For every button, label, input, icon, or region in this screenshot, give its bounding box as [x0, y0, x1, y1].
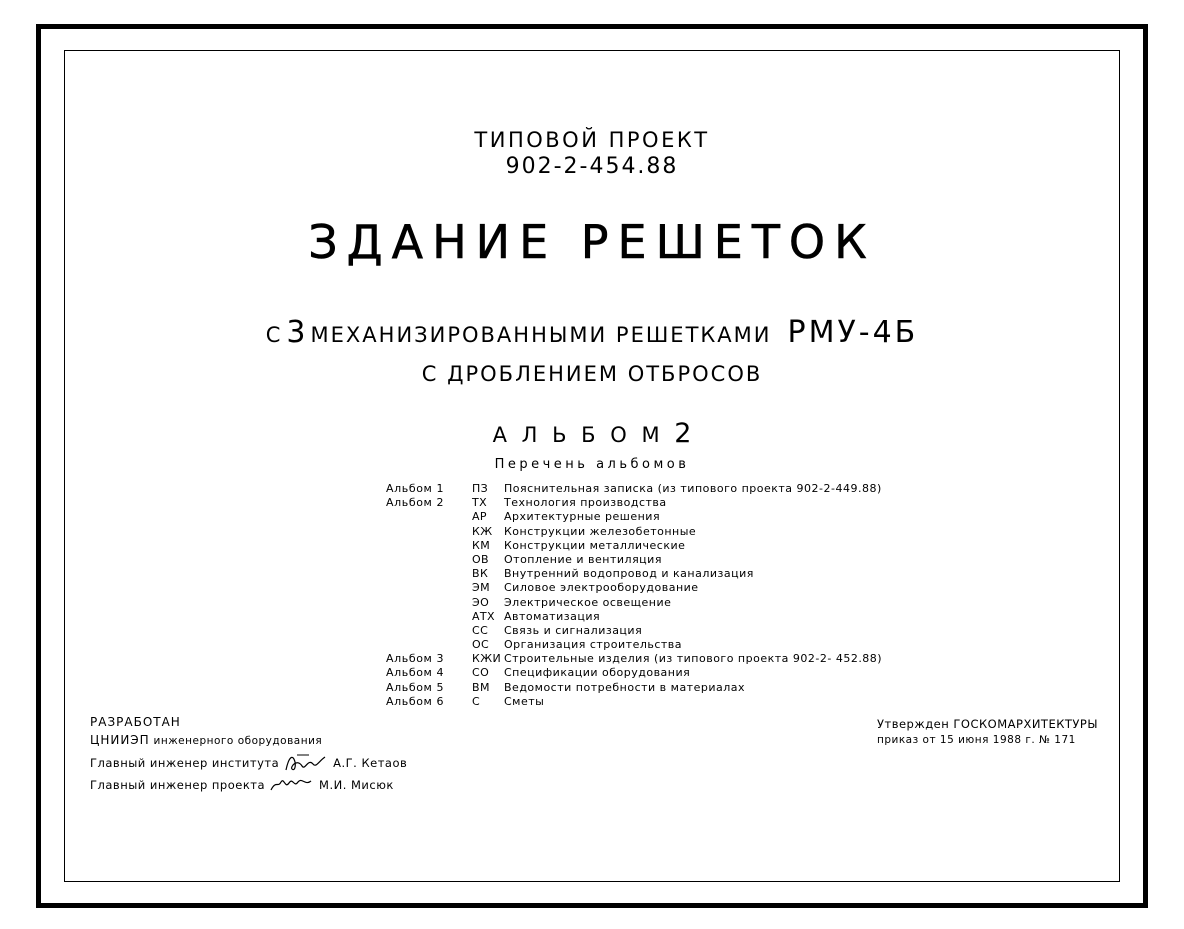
table-row	[386, 638, 882, 652]
signature-icon	[269, 777, 315, 793]
table-row	[386, 567, 882, 581]
table-row	[386, 652, 882, 666]
approval-line-1: Утвержден ГОСКОМАРХИТЕКТУРЫ	[876, 717, 1098, 731]
subtitle-count: 3	[286, 315, 307, 350]
chief-engineer-project-name: М.И. Мисюк	[319, 778, 394, 792]
album-name-cell: Ведомости потребности в материалах	[504, 680, 746, 694]
album-code-cell: АР	[472, 510, 487, 524]
table-row	[386, 553, 882, 567]
organization-name: ЦНИИЭП	[90, 733, 150, 747]
album-heading-number: 2	[674, 418, 692, 449]
album-name-cell: Сметы	[504, 694, 545, 708]
album-cell: Альбом 2	[386, 496, 445, 510]
chief-engineer-institute-row	[90, 754, 407, 772]
album-name-cell: Силовое электрооборудование	[504, 581, 699, 595]
footer-developer-block	[90, 713, 407, 794]
album-heading	[64, 418, 1120, 449]
album-name-cell: Конструкции железобетонные	[504, 524, 697, 538]
subtitle-middle: МЕХАНИЗИРОВАННЫМИ РЕШЕТКАМИ	[310, 323, 772, 347]
album-name-cell: Строительные изделия (из типового проекта 902-2- 452.88)	[504, 652, 883, 666]
table-row	[386, 581, 882, 595]
album-code-cell: КЖИ	[472, 652, 502, 666]
album-list-table	[386, 482, 882, 709]
album-code-cell: ЭО	[472, 595, 490, 609]
table-row	[386, 510, 882, 524]
subtitle-equipment: РМУ-4Б	[787, 315, 919, 350]
album-heading-label: А Л Ь Б О М	[492, 423, 664, 447]
table-row	[386, 496, 882, 510]
album-code-cell: ПЗ	[472, 482, 489, 495]
album-name-cell: Внутренний водопровод и канализация	[504, 567, 754, 581]
album-name-cell: Пояснительная записка (из типового проекта 902-2-449.88)	[504, 482, 882, 495]
table-row	[386, 610, 882, 624]
album-name-cell: Электрическое освещение	[504, 595, 672, 609]
table-row	[386, 525, 882, 539]
subtitle-prefix: С	[265, 323, 283, 347]
album-code-cell: ТХ	[472, 496, 488, 510]
developed-label: РАЗРАБОТАН	[90, 715, 181, 729]
table-row	[386, 482, 882, 496]
album-code-cell: СС	[472, 623, 489, 637]
table-row	[386, 666, 882, 680]
subtitle-line-1	[64, 315, 1120, 350]
album-code-cell: ВК	[472, 567, 489, 581]
chief-engineer-project-label: Главный инженер проекта	[90, 778, 266, 792]
album-cell: Альбом 6	[386, 694, 445, 708]
table-row	[386, 539, 882, 553]
album-list-heading: Перечень альбомов	[494, 457, 690, 472]
album-name-cell: Спецификации оборудования	[504, 666, 691, 680]
chief-engineer-project-row	[90, 776, 407, 794]
organization-line	[90, 731, 407, 750]
album-cell: Альбом 3	[386, 652, 445, 666]
album-code-cell: СО	[472, 666, 490, 680]
album-name-cell: Организация строительства	[504, 638, 683, 652]
album-name-cell: Автоматизация	[504, 609, 601, 623]
signature-icon	[283, 755, 329, 771]
sheet-content	[64, 50, 1120, 882]
album-name-cell: Отопление и вентиляция	[504, 552, 662, 566]
subtitle-line-2: С ДРОБЛЕНИЕМ ОТБРОСОВ	[421, 362, 763, 386]
project-type-label: ТИПОВОЙ ПРОЕКТ	[474, 128, 710, 152]
page-title: ЗДАНИЕ РЕШЕТОК	[308, 215, 876, 269]
table-row	[386, 596, 882, 610]
table-row	[386, 681, 882, 695]
album-code-cell: ОС	[472, 638, 490, 652]
album-code-cell: ЭМ	[472, 581, 490, 595]
project-code: 902-2-454.88	[505, 154, 679, 179]
album-code-cell: С	[472, 694, 481, 708]
album-code-cell: ВМ	[472, 680, 490, 694]
chief-engineer-institute-label: Главный инженер института	[90, 756, 280, 770]
table-row	[386, 624, 882, 638]
album-code-cell: ОВ	[472, 552, 490, 566]
album-code-cell: КЖ	[472, 524, 493, 538]
album-name-cell: Технология производства	[504, 496, 667, 510]
table-row	[386, 695, 882, 709]
approval-line-2: приказ от 15 июня 1988 г. № 171	[876, 734, 1076, 746]
album-name-cell: Связь и сигнализация	[504, 623, 643, 637]
album-name-cell: Архитектурные решения	[504, 510, 661, 524]
album-cell: Альбом 5	[386, 680, 445, 694]
organization-suffix: инженерного оборудования	[153, 735, 323, 747]
album-code-cell: КМ	[472, 538, 491, 552]
album-name-cell: Конструкции металлические	[504, 538, 686, 552]
album-cell: Альбом 1	[386, 482, 445, 495]
album-cell: Альбом 4	[386, 666, 445, 680]
footer-approval-block	[877, 716, 1098, 748]
chief-engineer-institute-name: А.Г. Кетаов	[333, 756, 408, 770]
album-code-cell: АТХ	[472, 609, 495, 623]
